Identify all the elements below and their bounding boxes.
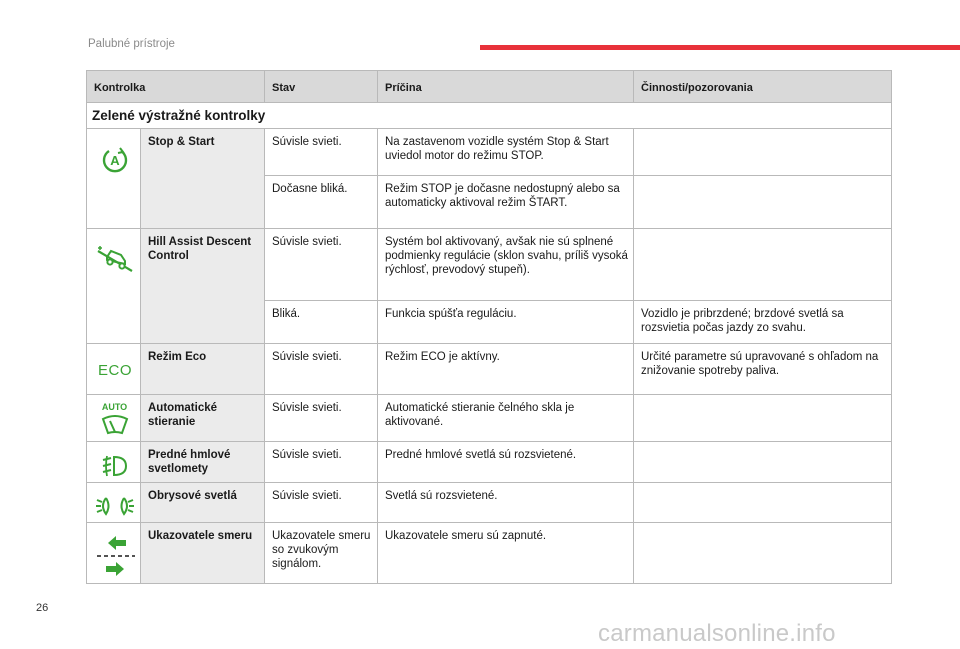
row-name: Stop & Start bbox=[141, 129, 265, 229]
header-accent-bar bbox=[480, 45, 960, 50]
auto-label: AUTO bbox=[101, 402, 128, 412]
row-name: Hill Assist Descent Control bbox=[141, 229, 265, 344]
icon-cell bbox=[87, 483, 141, 523]
table-row bbox=[87, 442, 892, 483]
cell-cinnost bbox=[634, 523, 892, 584]
cell-pricina: Predné hmlové svetlá sú rozsvietené. bbox=[378, 442, 634, 483]
column-header-kontrolka: Kontrolka bbox=[87, 71, 265, 103]
cell-cinnost bbox=[634, 229, 892, 301]
table-row bbox=[87, 483, 892, 523]
cell-stav: Súvisle svieti. bbox=[265, 483, 378, 523]
icon-cell bbox=[87, 229, 141, 344]
table-row bbox=[87, 129, 892, 176]
cell-stav: Súvisle svieti. bbox=[265, 129, 378, 176]
stop-start-icon bbox=[100, 145, 130, 173]
watermark: carmanualsonline.info bbox=[598, 620, 836, 647]
cell-stav: Súvisle svieti. bbox=[265, 395, 378, 442]
row-name: Automatické stieranie bbox=[141, 395, 265, 442]
table-row bbox=[87, 229, 892, 301]
cell-pricina: Na zastavenom vozidle systém Stop & Start uviedol motor do režimu STOP. bbox=[378, 129, 634, 176]
row-name: Predné hmlové svetlomety bbox=[141, 442, 265, 483]
cell-stav: Súvisle svieti. bbox=[265, 442, 378, 483]
cell-stav: Súvisle svieti. bbox=[265, 229, 378, 301]
table-row bbox=[87, 344, 892, 395]
icon-cell bbox=[87, 523, 141, 584]
page-section-title: Palubné prístroje bbox=[88, 38, 175, 50]
table-row bbox=[87, 523, 892, 584]
section-row bbox=[87, 103, 892, 129]
cell-pricina: Funkcia spúšťa reguláciu. bbox=[378, 301, 634, 344]
cell-cinnost bbox=[634, 483, 892, 523]
cell-stav: Dočasne bliká. bbox=[265, 176, 378, 229]
column-header-stav: Stav bbox=[265, 71, 378, 103]
icon-cell bbox=[87, 442, 141, 483]
row-name: Ukazovatele smeru bbox=[141, 523, 265, 584]
table-row bbox=[87, 395, 892, 442]
icon-cell bbox=[87, 395, 141, 442]
side-lights-icon bbox=[95, 494, 135, 518]
cell-stav: Súvisle svieti. bbox=[265, 344, 378, 395]
icon-cell bbox=[87, 344, 141, 395]
cell-cinnost: Vozidlo je pribrzdené; brzdové svetlá sa rozsvietia počas jazdy zo svahu. bbox=[634, 301, 892, 344]
table-header-row bbox=[87, 71, 892, 103]
column-header-cinnosti: Činnosti/pozorovania bbox=[634, 71, 892, 103]
icon-cell bbox=[87, 129, 141, 229]
svg-text:A: A bbox=[109, 153, 120, 168]
cell-stav: Bliká. bbox=[265, 301, 378, 344]
cell-cinnost bbox=[634, 395, 892, 442]
cell-cinnost: Určité parametre sú upravované s ohľadom na znižovanie spotreby paliva. bbox=[634, 344, 892, 395]
cell-pricina: Ukazovatele smeru sú zapnuté. bbox=[378, 523, 634, 584]
hill-descent-icon bbox=[95, 245, 135, 273]
cell-pricina: Automatické stieranie čelného skla je aktivované. bbox=[378, 395, 634, 442]
cell-pricina: Režim STOP je dočasne nedostupný alebo sa automaticky aktivoval režim ŠTART. bbox=[378, 176, 634, 229]
eco-mode-icon bbox=[97, 360, 133, 380]
row-name: Obrysové svetlá bbox=[141, 483, 265, 523]
cell-pricina: Svetlá sú rozsvietené. bbox=[378, 483, 634, 523]
front-fog-lights-icon bbox=[100, 454, 130, 478]
cell-cinnost bbox=[634, 176, 892, 229]
svg-text:ECO: ECO bbox=[97, 362, 132, 379]
section-title: Zelené výstražné kontrolky bbox=[87, 103, 892, 129]
column-header-pricina: Príčina bbox=[378, 71, 634, 103]
turn-signals-icon bbox=[94, 533, 138, 579]
cell-cinnost bbox=[634, 442, 892, 483]
warning-lights-table bbox=[86, 70, 892, 584]
cell-cinnost bbox=[634, 129, 892, 176]
page-number: 26 bbox=[36, 602, 49, 614]
cell-pricina: Režim ECO je aktívny. bbox=[378, 344, 634, 395]
row-name: Režim Eco bbox=[141, 344, 265, 395]
auto-wiper-icon bbox=[100, 413, 130, 437]
cell-pricina: Systém bol aktivovaný, avšak nie sú splnené podmienky regulácie (sklon svahu, príliš vysoká rýchlosť, prevodový stupeň). bbox=[378, 229, 634, 301]
cell-stav: Ukazovatele smeru so zvukovým signálom. bbox=[265, 523, 378, 584]
